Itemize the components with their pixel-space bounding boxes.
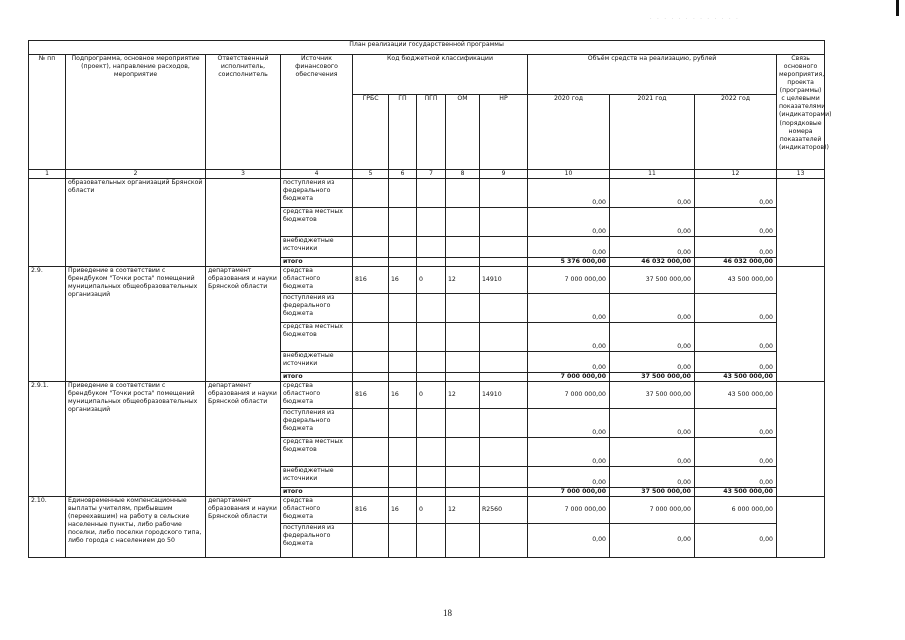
col-number: 13 bbox=[777, 170, 825, 179]
header-num: № пп bbox=[29, 55, 66, 170]
document-page bbox=[28, 40, 832, 558]
source-total: итого bbox=[281, 257, 353, 266]
value-2020: 0,00 bbox=[528, 236, 610, 257]
source-regional: средства областного бюджета bbox=[281, 266, 353, 293]
code-gp: 16 bbox=[389, 496, 417, 523]
source-total: итого bbox=[281, 487, 353, 496]
scan-edge-mark bbox=[896, 0, 899, 16]
value-2022: 0,00 bbox=[695, 178, 777, 207]
col-number: 12 bbox=[695, 170, 777, 179]
link-cell bbox=[777, 178, 825, 266]
value-2022: 0,00 bbox=[695, 207, 777, 236]
header-2020: 2020 год bbox=[528, 95, 610, 170]
code-gp: 16 bbox=[389, 266, 417, 293]
value-2022: 0,00 bbox=[695, 351, 777, 372]
source-local: средства местных бюджетов bbox=[281, 437, 353, 466]
source-federal: поступления из федерального бюджета bbox=[281, 178, 353, 207]
value-2021: 0,00 bbox=[610, 408, 695, 437]
code-pgp: 0 bbox=[417, 266, 446, 293]
col-number: 11 bbox=[610, 170, 695, 179]
header-pgp: ПГП bbox=[417, 95, 446, 170]
code-gp: 16 bbox=[389, 381, 417, 408]
source-federal: поступления из федерального бюджета bbox=[281, 408, 353, 437]
value-2021: 0,00 bbox=[610, 207, 695, 236]
header-2022: 2022 год bbox=[695, 95, 777, 170]
header-kbk: Код бюджетной классификации bbox=[353, 55, 528, 95]
item-name: Приведение в соответствии с брендбуком "Точки роста" помещений муниципальных общеобразовательных организаций bbox=[66, 381, 206, 496]
header-2021: 2021 год bbox=[610, 95, 695, 170]
total-2022: 46 032 000,00 bbox=[695, 257, 777, 266]
value-2020: 7 000 000,00 bbox=[528, 266, 610, 293]
value-2022: 43 500 000,00 bbox=[695, 266, 777, 293]
header-om: ОМ bbox=[446, 95, 480, 170]
source-local: средства местных бюджетов bbox=[281, 207, 353, 236]
item-responsible: департамент образования и науки Брянской области bbox=[206, 381, 281, 496]
col-number: 1 bbox=[29, 170, 66, 179]
value-2022: 0,00 bbox=[695, 466, 777, 487]
carry-name: образовательных организаций Брянской области bbox=[66, 178, 206, 266]
value-2021: 0,00 bbox=[610, 437, 695, 466]
value-2020: 0,00 bbox=[528, 293, 610, 322]
item-num: 2.9.1. bbox=[29, 381, 66, 496]
value-2020: 0,00 bbox=[528, 322, 610, 351]
value-2021: 0,00 bbox=[610, 466, 695, 487]
total-2022: 43 500 000,00 bbox=[695, 372, 777, 381]
header-nr: НР bbox=[480, 95, 528, 170]
value-2020: 0,00 bbox=[528, 178, 610, 207]
value-2021: 7 000 000,00 bbox=[610, 496, 695, 523]
item-responsible: департамент образования и науки Брянской области bbox=[206, 266, 281, 381]
table-row bbox=[29, 266, 825, 293]
value-2021: 0,00 bbox=[610, 236, 695, 257]
value-2021: 0,00 bbox=[610, 178, 695, 207]
source-extra: внебюджетные источники bbox=[281, 236, 353, 257]
header-source: Источник финансового обеспечения bbox=[281, 55, 353, 170]
code-grbs: 816 bbox=[353, 496, 389, 523]
value-2021: 0,00 bbox=[610, 293, 695, 322]
page-number: 18 bbox=[443, 608, 452, 618]
value-2022: 0,00 bbox=[695, 523, 777, 557]
header-gp: ГП bbox=[389, 95, 417, 170]
value-2021: 0,00 bbox=[610, 523, 695, 557]
col-number: 10 bbox=[528, 170, 610, 179]
code-nr: 14910 bbox=[480, 266, 528, 293]
value-2020: 0,00 bbox=[528, 523, 610, 557]
col-number: 8 bbox=[446, 170, 480, 179]
value-2022: 0,00 bbox=[695, 236, 777, 257]
value-2022: 0,00 bbox=[695, 408, 777, 437]
carry-num-cell bbox=[29, 178, 66, 266]
total-2021: 37 500 000,00 bbox=[610, 372, 695, 381]
item-num: 2.10. bbox=[29, 496, 66, 557]
value-2020: 0,00 bbox=[528, 437, 610, 466]
value-2021: 37 500 000,00 bbox=[610, 266, 695, 293]
code-om: 12 bbox=[446, 266, 480, 293]
value-2020: 7 000 000,00 bbox=[528, 496, 610, 523]
col-number: 2 bbox=[66, 170, 206, 179]
col-number: 3 bbox=[206, 170, 281, 179]
total-2020: 7 000 000,00 bbox=[528, 372, 610, 381]
source-total: итого bbox=[281, 372, 353, 381]
code-pgp: 0 bbox=[417, 381, 446, 408]
value-2020: 7 000 000,00 bbox=[528, 381, 610, 408]
code-nr: R2560 bbox=[480, 496, 528, 523]
code-grbs: 816 bbox=[353, 381, 389, 408]
program-plan-table bbox=[28, 40, 832, 558]
link-cell bbox=[777, 266, 825, 381]
source-federal: поступления из федерального бюджета bbox=[281, 293, 353, 322]
header-volume: Объём средств на реализацию, рублей bbox=[528, 55, 777, 95]
header-responsible: Ответственный исполнитель, соисполнитель bbox=[206, 55, 281, 170]
total-2021: 46 032 000,00 bbox=[610, 257, 695, 266]
total-2020: 5 376 000,00 bbox=[528, 257, 610, 266]
code-pgp: 0 bbox=[417, 496, 446, 523]
item-name: Единовременные компенсационные выплаты учителям, прибывшим (переехавшим) на работу в сельские населенные пункты, либо рабочие поселки, либо поселки городского типа, либо города с населением до 50 bbox=[66, 496, 206, 557]
value-2022: 0,00 bbox=[695, 322, 777, 351]
col-number: 7 bbox=[417, 170, 446, 179]
code-om: 12 bbox=[446, 381, 480, 408]
source-regional: средства областного бюджета bbox=[281, 381, 353, 408]
col-number: 5 bbox=[353, 170, 389, 179]
value-2022: 0,00 bbox=[695, 293, 777, 322]
source-extra: внебюджетные источники bbox=[281, 466, 353, 487]
header-name: Подпрограмма, основное мероприятие (проект), направление расходов, мероприятие bbox=[66, 55, 206, 170]
item-name: Приведение в соответствии с брендбуком "Точки роста" помещений муниципальных общеобразовательных организаций bbox=[66, 266, 206, 381]
code-om: 12 bbox=[446, 496, 480, 523]
scan-noise: · · · · · · · · · · · · · bbox=[650, 16, 740, 22]
col-number: 9 bbox=[480, 170, 528, 179]
source-regional: средства областного бюджета bbox=[281, 496, 353, 523]
col-number: 4 bbox=[281, 170, 353, 179]
table-row bbox=[29, 496, 825, 523]
value-2022: 43 500 000,00 bbox=[695, 381, 777, 408]
column-number-row bbox=[29, 170, 825, 179]
value-2021: 37 500 000,00 bbox=[610, 381, 695, 408]
total-2020: 7 000 000,00 bbox=[528, 487, 610, 496]
value-2021: 0,00 bbox=[610, 351, 695, 372]
value-2020: 0,00 bbox=[528, 351, 610, 372]
table-row bbox=[29, 178, 825, 207]
col-number: 6 bbox=[389, 170, 417, 179]
header-grbs: ГРБС bbox=[353, 95, 389, 170]
total-2022: 43 500 000,00 bbox=[695, 487, 777, 496]
table-row bbox=[29, 381, 825, 408]
source-local: средства местных бюджетов bbox=[281, 322, 353, 351]
total-2021: 37 500 000,00 bbox=[610, 487, 695, 496]
source-federal: поступления из федерального бюджета bbox=[281, 523, 353, 557]
carry-resp-cell bbox=[206, 178, 281, 266]
value-2020: 0,00 bbox=[528, 466, 610, 487]
item-num: 2.9. bbox=[29, 266, 66, 381]
value-2022: 0,00 bbox=[695, 437, 777, 466]
item-responsible: департамент образования и науки Брянской области bbox=[206, 496, 281, 557]
value-2020: 0,00 bbox=[528, 408, 610, 437]
link-cell bbox=[777, 381, 825, 496]
link-cell bbox=[777, 496, 825, 557]
value-2020: 0,00 bbox=[528, 207, 610, 236]
header-link: Связь основного мероприятия, проекта (программы) с целевыми показателями (индикаторами) (порядковые номера показателей (индикаторов)) bbox=[777, 55, 825, 170]
table-title: План реализации государственной программы bbox=[29, 41, 825, 55]
value-2021: 0,00 bbox=[610, 322, 695, 351]
code-nr: 14910 bbox=[480, 381, 528, 408]
value-2022: 6 000 000,00 bbox=[695, 496, 777, 523]
source-extra: внебюджетные источники bbox=[281, 351, 353, 372]
code-grbs: 816 bbox=[353, 266, 389, 293]
